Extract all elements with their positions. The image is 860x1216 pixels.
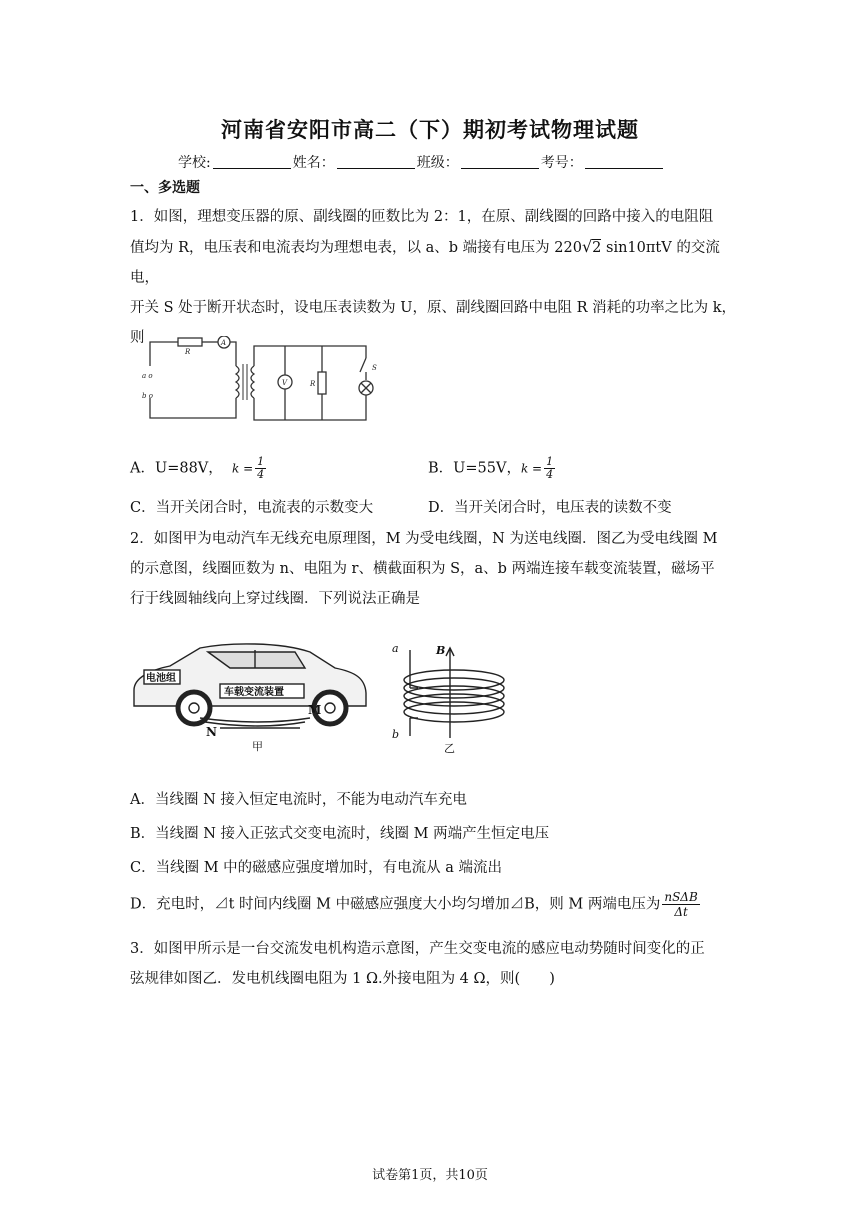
- question-1: [130, 202, 736, 353]
- resistor2-label: R: [310, 380, 316, 388]
- number-blank: [585, 154, 663, 169]
- q3-line: 3．如图甲所示是一台交流发电机构造示意图，产生交变电流的感应电动势随时间变化的正: [130, 941, 705, 957]
- q1-option-d[interactable]: D．当开关闭合时，电压表的读数不变: [428, 500, 672, 516]
- coil-terminal-b: b: [392, 728, 400, 741]
- sqrt-value: 2: [592, 240, 602, 256]
- q2-option-c[interactable]: C．当线圈 M 中的磁感应强度增加时，有电流从 a 端流出: [130, 860, 503, 876]
- voltmeter-label: V: [282, 379, 288, 387]
- fraction: $\frac{\text{nSΔB}}{\Delta t}$: [664, 890, 698, 919]
- transformer-circuit-figure: [140, 336, 390, 426]
- figure-jia-label: 甲: [252, 740, 263, 753]
- terminal-b-label: b o: [142, 392, 153, 400]
- name-label: 姓名：: [292, 155, 335, 171]
- q1-line: 值均为 R，电压表和电流表均为理想电表，以 a、b 端接有电压为 220√2 sin10πtV 的交流电，: [130, 237, 720, 286]
- q2-option-b[interactable]: B．当线圈 N 接入正弦式交变电流时，线圈 M 两端产生恒定电压: [130, 826, 550, 842]
- field-b-label: B: [436, 644, 446, 657]
- fraction: $\frac{1}{4}$: [546, 455, 554, 481]
- coil-m-label: M: [308, 703, 322, 717]
- figure-yi-label: 乙: [444, 742, 455, 755]
- fraction: $\frac{1}{4}$: [257, 455, 265, 481]
- resistor-label: R: [185, 348, 191, 356]
- coil-figure: [388, 640, 518, 756]
- coil-terminal-a: a: [392, 642, 399, 655]
- car-charging-figure: [130, 638, 390, 756]
- q2-option-d[interactable]: D．充电时，⊿t 时间内线圈 M 中磁感应强度大小均匀增加⊿B，则 M 两端电压为 $\frac{\text{nSΔB}}{\Delta t}$: [130, 890, 698, 919]
- q1-option-c[interactable]: C．当开关闭合时，电流表的示数变大: [130, 500, 374, 516]
- converter-label: 车载变流装置: [224, 687, 284, 698]
- q2-line: 的示意图，线圈匝数为 n、电阻为 r、横截面积为 S，a、b 两端连接车载变流装置，磁场平: [130, 561, 715, 577]
- q1-line: 开关 S 处于断开状态时，设电压表读数为 U，原、副线圈回路中电阻 R 消耗的功率之比为 k，: [130, 300, 737, 316]
- student-info-line: [178, 152, 665, 172]
- page-footer: 试卷第1页，共10页: [372, 1168, 488, 1183]
- school-blank: [213, 154, 291, 169]
- q1-option-a[interactable]: A．U=88V， k = $\frac{1}{4}$: [130, 455, 265, 481]
- class-label: 班级：: [416, 155, 459, 171]
- q2-line: 2．如图甲为电动汽车无线充电原理图，M 为受电线圈，N 为送电线圈．图乙为受电线圈 M: [130, 531, 718, 547]
- ammeter-label: A: [221, 339, 227, 347]
- question-3: [130, 934, 736, 994]
- class-blank: [461, 154, 539, 169]
- number-label: 考号：: [540, 155, 583, 171]
- q1-line: 1．如图，理想变压器的原、副线圈的匝数比为 2：1，在原、副线圈的回路中接入的电阻阻: [130, 209, 714, 225]
- q2-option-a[interactable]: A．当线圈 N 接入恒定电流时，不能为电动汽车充电: [130, 792, 467, 808]
- coil-n-label: N: [206, 725, 217, 739]
- q2-line: 行于线圆轴线向上穿过线圈．下列说法正确是: [130, 591, 420, 607]
- school-label: 学校:: [178, 155, 211, 171]
- q1-option-b[interactable]: B．U=55V，k = $\frac{1}{4}$: [428, 455, 554, 481]
- page-title: 河南省安阳市高二（下）期初考试物理试题: [221, 117, 639, 142]
- q1-line: 则: [130, 330, 145, 346]
- section-heading: 一、多选题: [130, 180, 200, 196]
- terminal-a-label: a o: [142, 372, 153, 380]
- question-2: [130, 524, 736, 614]
- battery-label: 电池组: [146, 673, 176, 684]
- q3-line: 弦规律如图乙．发电机线圈电阻为 1 Ω.外接电阻为 4 Ω，则( ): [130, 971, 555, 987]
- name-blank: [337, 154, 415, 169]
- switch-label: S: [372, 364, 377, 372]
